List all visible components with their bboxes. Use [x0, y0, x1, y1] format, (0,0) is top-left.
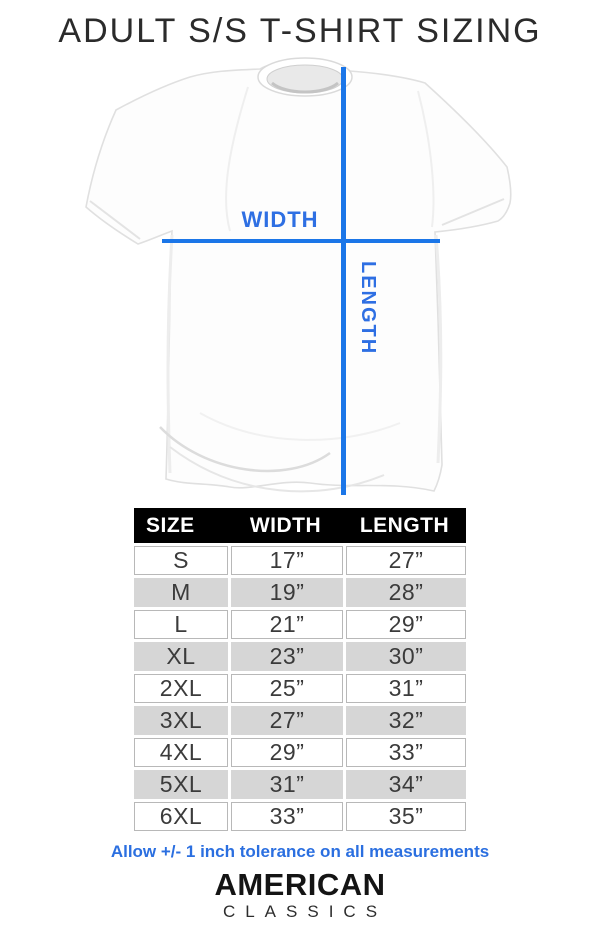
table-cell: 21”: [231, 610, 343, 639]
size-chart-table: [134, 508, 466, 831]
length-measure-line: [341, 67, 346, 495]
column-header-width: WIDTH: [249, 513, 322, 537]
table-cell: 27”: [346, 546, 466, 575]
column-header-length: LENGTH: [359, 513, 450, 537]
brand-logo-line2: CLASSICS: [222, 902, 388, 921]
table-cell: 27”: [231, 706, 343, 735]
table-cell: 23”: [231, 642, 343, 671]
table-cell: M: [134, 578, 228, 607]
size-chart-header-row: [134, 508, 466, 543]
page-title: ADULT S/S T-SHIRT SIZING: [58, 12, 542, 50]
table-cell: L: [134, 610, 228, 639]
brand-logo: [0, 869, 600, 922]
table-cell: 28”: [346, 578, 466, 607]
table-cell: 29”: [231, 738, 343, 767]
width-measure-line: [162, 239, 440, 243]
table-cell: 17”: [231, 546, 343, 575]
table-cell: 31”: [231, 770, 343, 799]
table-cell: 35”: [346, 802, 466, 831]
table-cell: 6XL: [134, 802, 228, 831]
table-cell: S: [134, 546, 228, 575]
table-cell: 31”: [346, 674, 466, 703]
tshirt-illustration: [80, 55, 520, 507]
tolerance-footnote: Allow +/- 1 inch tolerance on all measurements: [110, 842, 490, 861]
length-measure-label: LENGTH: [357, 261, 379, 356]
table-cell: 3XL: [134, 706, 228, 735]
table-cell: 5XL: [134, 770, 228, 799]
table-cell: XL: [134, 642, 228, 671]
table-cell: 4XL: [134, 738, 228, 767]
size-chart-body: [134, 546, 466, 831]
column-header-size: SIZE: [146, 513, 195, 537]
table-cell: 33”: [346, 738, 466, 767]
width-measure-label: WIDTH: [241, 207, 319, 232]
table-cell: 19”: [231, 578, 343, 607]
table-cell: 2XL: [134, 674, 228, 703]
table-cell: 25”: [231, 674, 343, 703]
table-cell: 32”: [346, 706, 466, 735]
table-cell: 29”: [346, 610, 466, 639]
table-cell: 30”: [346, 642, 466, 671]
brand-logo-line1: AMERICAN: [214, 867, 386, 902]
table-cell: 34”: [346, 770, 466, 799]
table-cell: 33”: [231, 802, 343, 831]
